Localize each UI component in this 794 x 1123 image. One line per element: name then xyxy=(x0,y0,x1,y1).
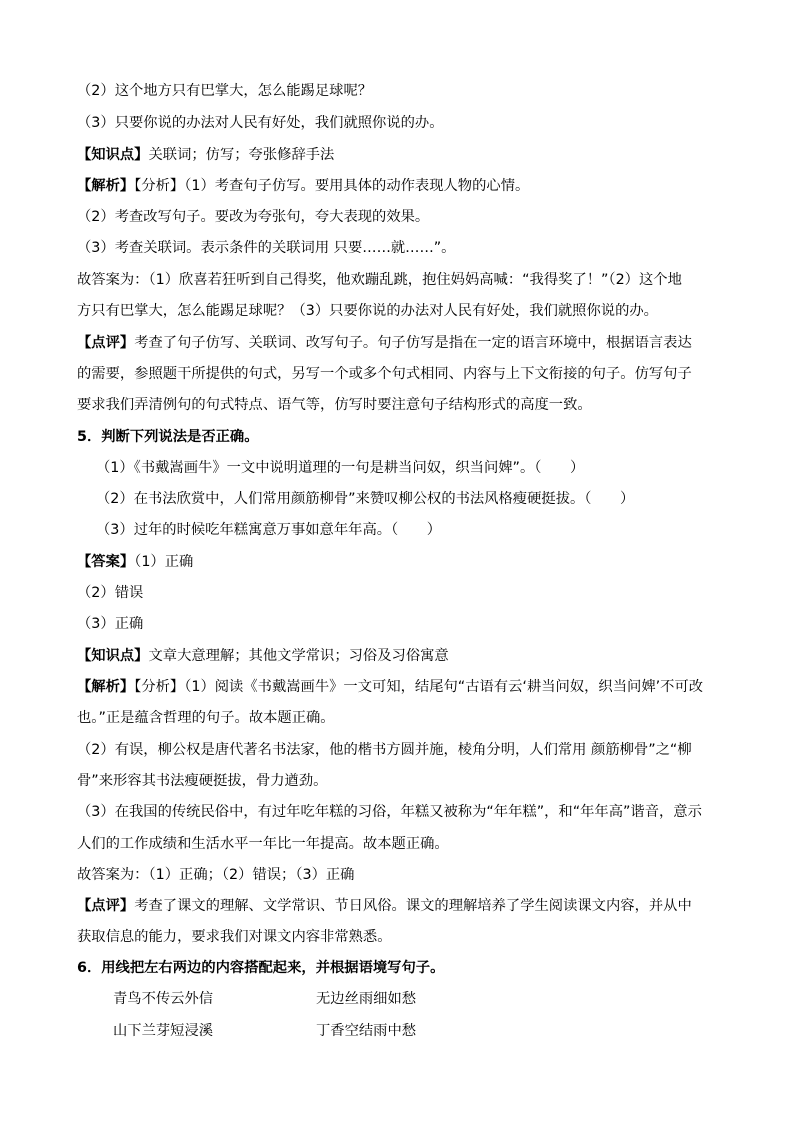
text-line: （2）错误 xyxy=(77,585,144,601)
text-line: 人们的工作成绩和生活水平一年比一年提高。故本题正确。 xyxy=(77,836,449,852)
section-text: 考查了句子仿写、关联词、改写句子。句子仿写是指在一定的语言环境中，根据语言表达 xyxy=(134,335,692,351)
section-tag: 【知识点】 xyxy=(77,648,149,664)
text-line: 故答案为：（1）欣喜若狂听到自己得奖，他欢蹦乱跳，抱住妈妈高喊：“我得奖了！”（2）这个地 xyxy=(77,272,682,288)
text-line: （3）在我国的传统民俗中，有过年吃年糕的习俗，年糕又被称为“年年糕”，和“年年高”谐音，意示 xyxy=(77,804,702,820)
text-line: 也。”正是蕴含哲理的句子。故本题正确。 xyxy=(77,710,335,726)
section-tag: 【点评】 xyxy=(77,898,135,914)
text-line: （3）只要你说的办法对人民有好处，我们就照你说的办。 xyxy=(77,115,444,131)
match-left-item: 山下兰芽短浸溪 xyxy=(113,1023,214,1039)
question-item: （1）《书戴嵩画牛》一文中说明道理的一句是耕当问奴，织当问婢”。（ ） xyxy=(96,460,585,476)
section-text: 【分析】（1）阅读《书戴嵩画牛》一文可知，结尾句“古语有云‘耕当问奴，织当问婢’不可改 xyxy=(134,679,704,695)
section-tag: 【点评】 xyxy=(77,335,135,351)
comment-line xyxy=(77,333,717,353)
text-line: （2）考查改写句子。要改为夸张句，夸大表现的效果。 xyxy=(77,209,430,225)
text-line: 获取信息的能力，要求我们对课文内容非常熟悉。 xyxy=(77,929,392,945)
match-right-item: 无边丝雨细如愁 xyxy=(316,991,417,1007)
question-item: （3）过年的时候吃年糕寓意万事如意年年高。（ ） xyxy=(96,522,442,538)
text-line: （3）考查关联词。表示条件的关联词用 只要……就……”。 xyxy=(77,240,456,256)
text-line: （2）有误，柳公权是唐代著名书法家，他的楷书方圆并施，棱角分明，人们常用 颜筋柳骨”之“柳 xyxy=(77,742,692,758)
text-line: 的需要，参照题干所提供的句式，另写一个或多个句式相同、内容与上下文衔接的句子。仿写句子 xyxy=(77,366,692,382)
question-5-title: 5．判断下列说法是否正确。 xyxy=(77,429,259,445)
answer-line xyxy=(77,552,717,572)
section-tag: 【答案】 xyxy=(77,554,135,570)
text-line: 骨”来形容其书法瘦硬挺拔，骨力遒劲。 xyxy=(77,773,328,789)
question-6-title: 6．用线把左右两边的内容搭配起来，并根据语境写句子。 xyxy=(77,960,445,976)
match-right-item: 丁香空结雨中愁 xyxy=(316,1023,417,1039)
section-tag: 【知识点】 xyxy=(77,147,149,163)
section-text: 【分析】（1）考查句子仿写。要用具体的动作表现人物的心情。 xyxy=(134,178,530,194)
match-left-item: 青鸟不传云外信 xyxy=(113,991,214,1007)
section-tag: 【解析】 xyxy=(77,178,135,194)
question-item: （2）在书法欣赏中，人们常用颜筋柳骨”来赞叹柳公权的书法风格瘦硬挺拔。（ ） xyxy=(96,491,635,507)
knowledge-point-line xyxy=(77,646,717,666)
analysis-line xyxy=(77,677,717,697)
section-text: 考查了课文的理解、文学常识、节日风俗。课文的理解培养了学生阅读课文内容，并从中 xyxy=(134,898,692,914)
knowledge-point-line xyxy=(77,145,717,165)
text-line: 故答案为：（1）正确；（2）错误；（3）正确 xyxy=(77,867,355,883)
comment-line xyxy=(77,896,717,916)
text-line: （3）正确 xyxy=(77,616,144,632)
text-line: 要求我们弄清例句的句式特点、语气等，仿写时要注意句子结构形式的高度一致。 xyxy=(77,397,592,413)
section-text: （1）正确 xyxy=(134,554,194,570)
text-line: （2）这个地方只有巴掌大，怎么能踢足球呢？ xyxy=(77,83,373,99)
text-line: 方只有巴掌大，怎么能踢足球呢？（3）只要你说的办法对人民有好处，我们就照你说的办。 xyxy=(77,303,658,319)
section-text: 关联词；仿写；夸张修辞手法 xyxy=(148,147,335,163)
section-text: 文章大意理解；其他文学常识；习俗及习俗寓意 xyxy=(148,648,449,664)
analysis-line xyxy=(77,176,717,196)
section-tag: 【解析】 xyxy=(77,679,135,695)
